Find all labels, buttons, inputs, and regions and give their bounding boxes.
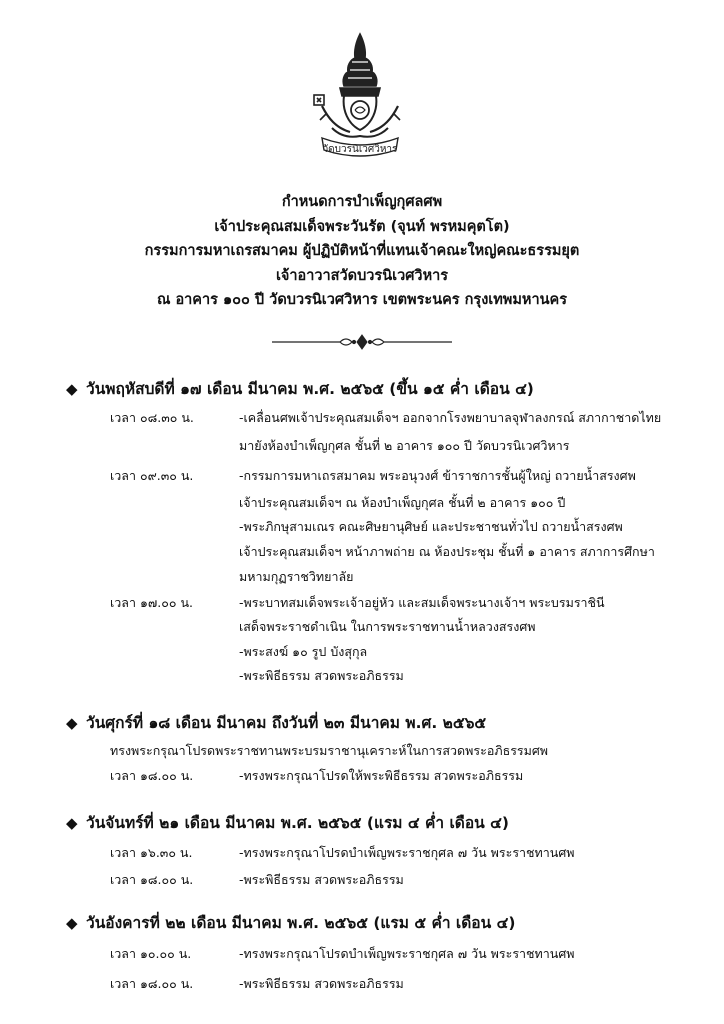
schedule-line: -พระพิธีธรรม สวดพระอภิธรรม (239, 872, 404, 887)
document-header (0, 190, 724, 313)
day-title: วันพฤหัสบดีที่ ๑๗ เดือน มีนาคม พ.ศ. ๒๕๖๕ (ขึ้น ๑๕ ค่ำ เดือน ๔) (86, 380, 534, 398)
schedule-line: -พระภิกษุสามเณร คณะศิษยานุศิษย์ และประชาชนทั่วไป ถวายน้ำสรงศพ (239, 519, 623, 534)
ornamental-divider (270, 332, 454, 352)
day-heading (66, 710, 486, 735)
header-position: กรรมการมหาเถรสมาคม ผู้ปฏิบัติหน้าที่แทนเจ้าคณะใหญ่คณะธรรมยุต (144, 243, 580, 259)
header-subject: เจ้าประคุณสมเด็จพระวันรัต (จุนท์ พรหมคุตโต) (214, 218, 510, 235)
time-label: เวลา ๑๗.๐๐ น. (110, 595, 194, 610)
day-title: วันอังคารที่ ๒๒ เดือน มีนาคม พ.ศ. ๒๕๖๕ (แรม ๕ ค่ำ เดือน ๔) (86, 914, 516, 932)
time-label: เวลา ๑๘.๐๐ น. (110, 768, 194, 783)
schedule-line: -ทรงพระกรุณาโปรดบำเพ็ญพระราชกุศล ๗ วัน พระราชทานศพ (239, 845, 575, 860)
diamond-icon: ◆ (66, 714, 78, 732)
royal-note: ทรงพระกรุณาโปรดพระราชทานพระบรมราชานุเคราะห์ในการสวดพระอภิธรรมศพ (110, 743, 549, 758)
schedule-line: -พระพิธีธรรม สวดพระอภิธรรม (239, 668, 404, 683)
diamond-icon: ◆ (66, 380, 78, 398)
schedule-line: -พระสงฆ์ ๑๐ รูป บังสุกุล (239, 644, 368, 659)
time-label: เวลา ๑๘.๐๐ น. (110, 976, 194, 991)
time-label: เวลา ๐๘.๓๐ น. (110, 410, 194, 425)
schedule-line: -ทรงพระกรุณาโปรดให้พระพิธีธรรม สวดพระอภิธรรม (239, 768, 524, 783)
time-label: เวลา ๑๘.๐๐ น. (110, 872, 194, 887)
diamond-icon: ◆ (66, 914, 78, 932)
schedule-line: มายังห้องบำเพ็ญกุศล ชั้นที่ ๒ อาคาร ๑๐๐ ปี วัดบวรนิเวศวิหาร (239, 438, 570, 453)
schedule-line: -ทรงพระกรุณาโปรดบำเพ็ญพระราชกุศล ๗ วัน พระราชทานศพ (239, 946, 575, 961)
schedule-line: มหามกุฏราชวิทยาลัย (239, 569, 354, 584)
temple-emblem-logo (300, 32, 420, 162)
emblem-caption: วัดบวรนิเวศวิหาร (322, 144, 398, 155)
schedule-line: เสด็จพระราชดำเนิน ในการพระราชทานน้ำหลวงสรงศพ (239, 619, 536, 634)
header-title: กำหนดการบำเพ็ญกุศลศพ (281, 194, 443, 210)
schedule-line: -เคลื่อนศพเจ้าประคุณสมเด็จฯ ออกจากโรงพยาบาลจุฬาลงกรณ์ สภากาชาดไทย (239, 410, 662, 425)
day-heading (66, 810, 509, 835)
header-location: ณ อาคาร ๑๐๐ ปี วัดบวรนิเวศวิหาร เขตพระนคร กรุงเทพมหานคร (156, 292, 568, 308)
day-title: วันศุกร์ที่ ๑๘ เดือน มีนาคม ถึงวันที่ ๒๓ มีนาคม พ.ศ. ๒๕๖๕ (86, 714, 487, 732)
time-label: เวลา ๑๐.๐๐ น. (110, 946, 192, 961)
schedule-line: -พระบาทสมเด็จพระเจ้าอยู่หัว และสมเด็จพระนางเจ้าฯ พระบรมราชินี (239, 595, 605, 610)
time-label: เวลา ๑๖.๓๐ น. (110, 845, 193, 860)
schedule-line: เจ้าประคุณสมเด็จฯ ณ ห้องบำเพ็ญกุศล ชั้นที่ ๒ อาคาร ๑๐๐ ปี (239, 495, 566, 510)
schedule-line: -กรรมการมหาเถรสมาคม พระอนุวงศ์ ข้าราชการชั้นผู้ใหญ่ ถวายน้ำสรงศพ (239, 468, 636, 483)
schedule-line: เจ้าประคุณสมเด็จฯ หน้าภาพถ่าย ณ ห้องประชุม ชั้นที่ ๑ อาคาร สภาการศึกษา (239, 544, 655, 559)
schedule-line: -พระพิธีธรรม สวดพระอภิธรรม (239, 976, 404, 991)
day-heading (66, 376, 534, 401)
day-heading (66, 910, 515, 935)
time-label: เวลา ๐๙.๓๐ น. (110, 468, 194, 483)
day-title: วันจันทร์ที่ ๒๑ เดือน มีนาคม พ.ศ. ๒๕๖๕ (แรม ๔ ค่ำ เดือน ๔) (86, 814, 509, 832)
header-abbot: เจ้าอาวาสวัดบวรนิเวศวิหาร (275, 267, 449, 284)
diamond-icon: ◆ (66, 814, 78, 832)
